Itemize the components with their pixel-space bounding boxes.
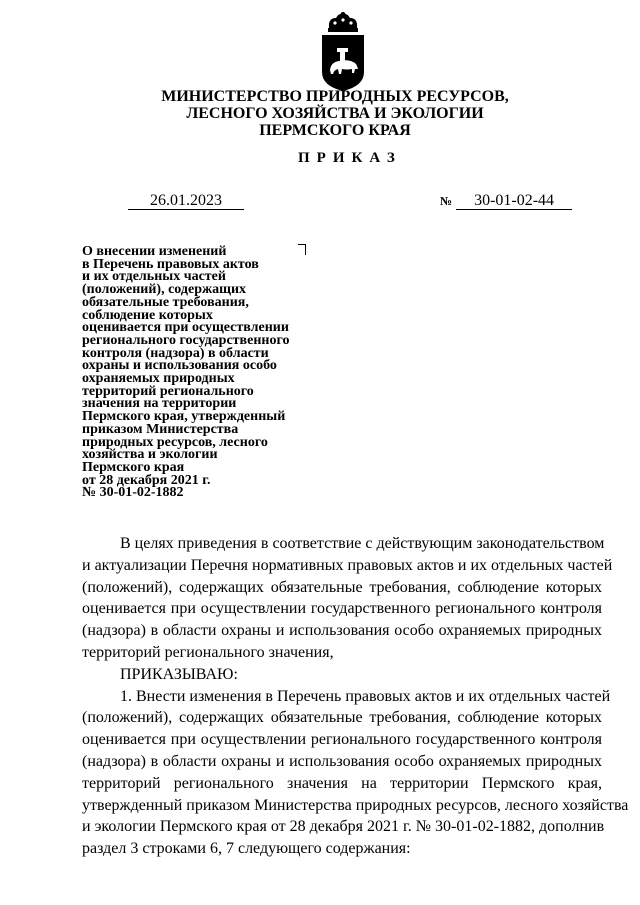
subject-line: (положений), содержащих [82, 282, 247, 298]
preamble-line: территорий регионального значения, [82, 643, 334, 661]
ministry-name [0, 88, 640, 139]
ministry-line: МИНИСТЕРСТВО ПРИРОДНЫХ РЕСУРСОВ, [161, 88, 509, 105]
subject-line: от 28 декабря 2021 г. [82, 472, 211, 488]
number-sign: № [440, 194, 453, 208]
subject-line: оценивается при осуществлении [82, 320, 289, 336]
subject-line: соблюдение которых [82, 307, 213, 323]
item-line: утвержденный приказом Министерства природных ресурсов, лесного хозяйства [82, 796, 629, 814]
subject-line: приказом Министерства [82, 421, 239, 437]
subject-line: обязательные требования, [82, 294, 249, 310]
subject-line: значения на территории [82, 396, 237, 412]
subject-line: О внесении изменений [82, 244, 227, 259]
order-directive: ПРИКАЗЫВАЮ: [120, 665, 238, 683]
order-date-value: 26.01.2023 [128, 193, 244, 210]
preamble-line: и актуализации Перечня нормативных правовых актов и их отдельных частей [82, 556, 613, 574]
order-date [128, 192, 244, 210]
item-line: раздел 3 строками 6, 7 следующего содержания: [82, 840, 411, 858]
subject-line: Пермского края, утвержденный [82, 409, 286, 425]
item-line: (положений), содержащих обязательные требования, соблюдение которых [82, 709, 602, 727]
order-number-value: 30-01-02-44 [456, 193, 572, 210]
ministry-line: ПЕРМСКОГО КРАЯ [259, 122, 411, 139]
subject-line: контроля (надзора) в области [82, 345, 269, 361]
order-body [82, 533, 629, 860]
preamble-line: оценивается при осуществлении государственного регионального контроля [82, 600, 602, 618]
subject-line: № 30-01-02-1882 [82, 485, 184, 501]
document-type: ПРИКАЗ [298, 150, 402, 166]
ministry-line: ЛЕСНОГО ХОЗЯЙСТВА И ЭКОЛОГИИ [186, 105, 484, 122]
subject-line: природных ресурсов, лесного [82, 434, 268, 450]
subject-line: и их отдельных частей [82, 269, 226, 285]
subject-line: охраняемых природных [82, 371, 235, 387]
preamble-line: (надзора) в области охраны и использования особо охраняемых природных [82, 622, 602, 640]
subject-line: территорий регионального [82, 383, 254, 399]
subject-line: Пермского края [82, 459, 185, 475]
item-line: 1. Внести изменения в Перечень правовых актов и их отдельных частей [120, 687, 611, 705]
preamble-line: (положений), содержащих обязательные требования, соблюдение которых [82, 578, 602, 596]
coat-of-arms-icon [318, 12, 368, 92]
subject-line: хозяйства и экологии [82, 447, 218, 463]
preamble-line: В целях приведения в соответствие с действующим законодательством [120, 535, 605, 552]
item-line: и экологии Пермского края от 28 декабря 2021 г. № 30-01-02-1882, дополнив [82, 818, 605, 836]
item-line: территорий регионального значения на территории Пермского края, [82, 774, 602, 792]
subject-line: охраны и использования особо [82, 358, 277, 374]
item-line: (надзора) в области охраны и использования особо охраняемых природных [82, 752, 602, 770]
subject-line: регионального государственного [82, 332, 290, 348]
item-line: оценивается при осуществлении регионального государственного контроля [82, 731, 602, 749]
subject-line: в Перечень правовых актов [82, 256, 259, 272]
order-number [440, 192, 572, 210]
order-subject [82, 246, 322, 500]
